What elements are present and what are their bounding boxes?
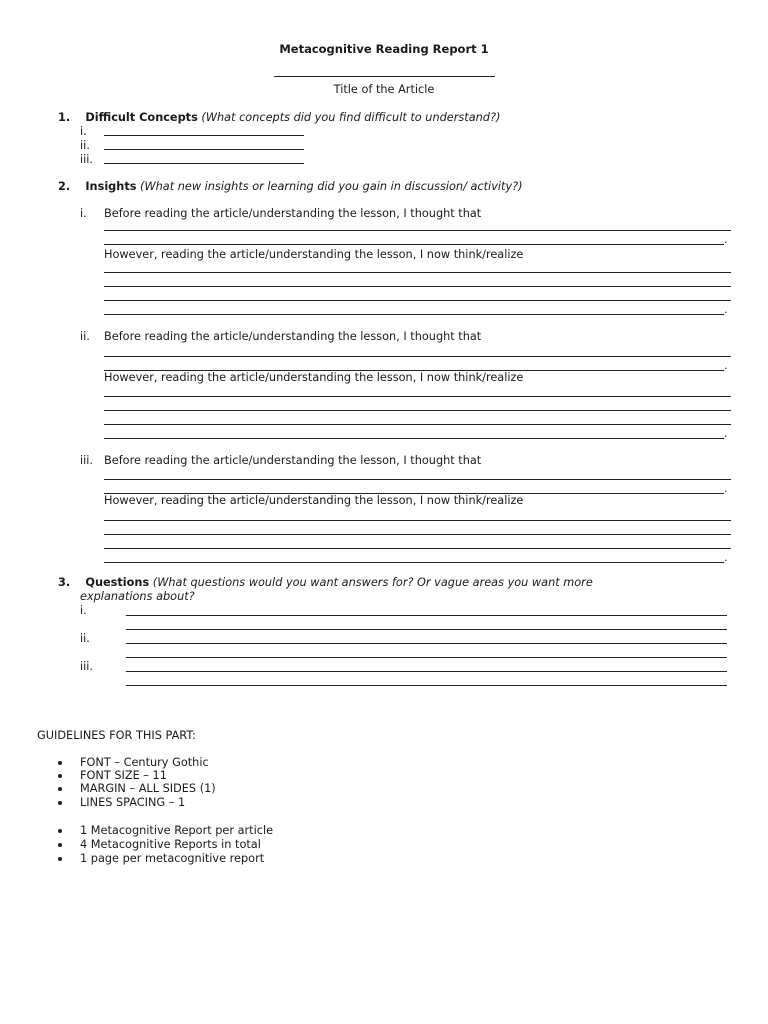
- question-answer-line[interactable]: [126, 671, 727, 672]
- insight-answer-line[interactable]: [104, 300, 731, 301]
- guideline-item: [58, 852, 264, 865]
- bullet-icon: [58, 801, 62, 805]
- insight-answer-line[interactable]: [104, 520, 731, 521]
- insight-before-prompt-1: Before reading the article/understanding the lesson, I thought that: [104, 207, 482, 220]
- section-title: Difficult Concepts: [85, 111, 198, 124]
- insight-answer-line[interactable]: [104, 230, 731, 231]
- insight-answer-line[interactable]: [104, 548, 731, 549]
- insight-answer-line[interactable]: [104, 314, 724, 315]
- line-end-period: .: [724, 233, 728, 246]
- insight-after-prompt-3: However, reading the article/understanding the lesson, I now think/realize: [104, 494, 524, 507]
- question-answer-line[interactable]: [126, 643, 727, 644]
- guideline-item: [58, 756, 209, 769]
- guidelines-heading: GUIDELINES FOR THIS PART:: [37, 729, 196, 742]
- question-marker-1: i.: [80, 604, 87, 617]
- guideline-item: [58, 769, 167, 782]
- insight-answer-line[interactable]: [104, 272, 731, 273]
- insight-before-prompt-2: Before reading the article/understanding the lesson, I thought that: [104, 330, 482, 343]
- bullet-icon: [58, 857, 62, 861]
- guideline-item: [58, 796, 185, 809]
- section-difficult-heading: [58, 111, 500, 124]
- question-marker-2: ii.: [80, 632, 90, 645]
- insight-marker-3: iii.: [80, 454, 94, 467]
- bullet-icon: [58, 843, 62, 847]
- guideline-text: FONT – Century Gothic: [80, 756, 209, 769]
- section-prompt: (What questions would you want answers for? Or vague areas you want more: [152, 576, 593, 589]
- guideline-item: [58, 782, 216, 795]
- insight-marker-1: i.: [80, 207, 87, 220]
- line-end-period: .: [724, 482, 728, 495]
- insight-answer-line[interactable]: [104, 396, 731, 397]
- section-number: 2.: [58, 180, 71, 193]
- question-answer-line[interactable]: [126, 657, 727, 658]
- difficult-answer-line-1[interactable]: [104, 135, 304, 136]
- insight-answer-line[interactable]: [104, 479, 731, 480]
- section-title: Insights: [85, 180, 137, 193]
- section-number: 3.: [58, 576, 71, 589]
- line-end-period: .: [724, 427, 728, 440]
- bullet-icon: [58, 774, 62, 778]
- guideline-text: FONT SIZE – 11: [80, 769, 167, 782]
- bullet-icon: [58, 787, 62, 791]
- section-prompt-continued: explanations about?: [80, 590, 195, 603]
- guideline-text: 4 Metacognitive Reports in total: [80, 838, 261, 851]
- insight-answer-line[interactable]: [104, 286, 731, 287]
- section-questions-heading: [58, 576, 593, 589]
- question-answer-line[interactable]: [126, 685, 727, 686]
- insight-answer-line[interactable]: [104, 356, 731, 357]
- guideline-text: LINES SPACING – 1: [80, 796, 186, 809]
- insight-answer-line[interactable]: [104, 534, 731, 535]
- insight-answer-line[interactable]: [104, 410, 731, 411]
- question-answer-line[interactable]: [126, 629, 727, 630]
- insight-before-prompt-3: Before reading the article/understanding the lesson, I thought that: [104, 454, 482, 467]
- question-answer-line[interactable]: [126, 615, 727, 616]
- guideline-item: [58, 838, 261, 851]
- section-number: 1.: [58, 111, 71, 124]
- insight-after-prompt-1: However, reading the article/understanding the lesson, I now think/realize: [104, 248, 524, 261]
- question-marker-3: iii.: [80, 660, 94, 673]
- difficult-answer-line-2[interactable]: [104, 149, 304, 150]
- insight-answer-line[interactable]: [104, 562, 724, 563]
- section-prompt: (What concepts did you find difficult to understand?): [201, 111, 501, 124]
- line-end-period: .: [724, 551, 728, 564]
- insight-answer-line[interactable]: [104, 438, 724, 439]
- insight-after-prompt-2: However, reading the article/understanding the lesson, I now think/realize: [104, 371, 524, 384]
- insight-marker-2: ii.: [80, 330, 90, 343]
- bullet-icon: [58, 829, 62, 833]
- line-end-period: .: [724, 359, 728, 372]
- section-prompt: (What new insights or learning did you gain in discussion/ activity?): [140, 180, 523, 193]
- guideline-text: MARGIN – ALL SIDES (1): [80, 782, 216, 795]
- difficult-marker-1: i.: [80, 125, 87, 138]
- article-title-blank[interactable]: [274, 76, 495, 77]
- article-title-label: Title of the Article: [333, 83, 435, 96]
- guideline-text: 1 Metacognitive Report per article: [80, 824, 274, 837]
- guideline-text: 1 page per metacognitive report: [80, 852, 265, 865]
- bullet-icon: [58, 761, 62, 765]
- section-insights-heading: [58, 180, 523, 193]
- line-end-period: .: [724, 303, 728, 316]
- difficult-answer-line-3[interactable]: [104, 163, 304, 164]
- guideline-item: [58, 824, 273, 837]
- report-title: Metacognitive Reading Report 1: [279, 42, 489, 56]
- insight-answer-line[interactable]: [104, 244, 724, 245]
- insight-answer-line[interactable]: [104, 424, 731, 425]
- difficult-marker-3: iii.: [80, 153, 94, 166]
- section-title: Questions: [85, 576, 150, 589]
- difficult-marker-2: ii.: [80, 139, 90, 152]
